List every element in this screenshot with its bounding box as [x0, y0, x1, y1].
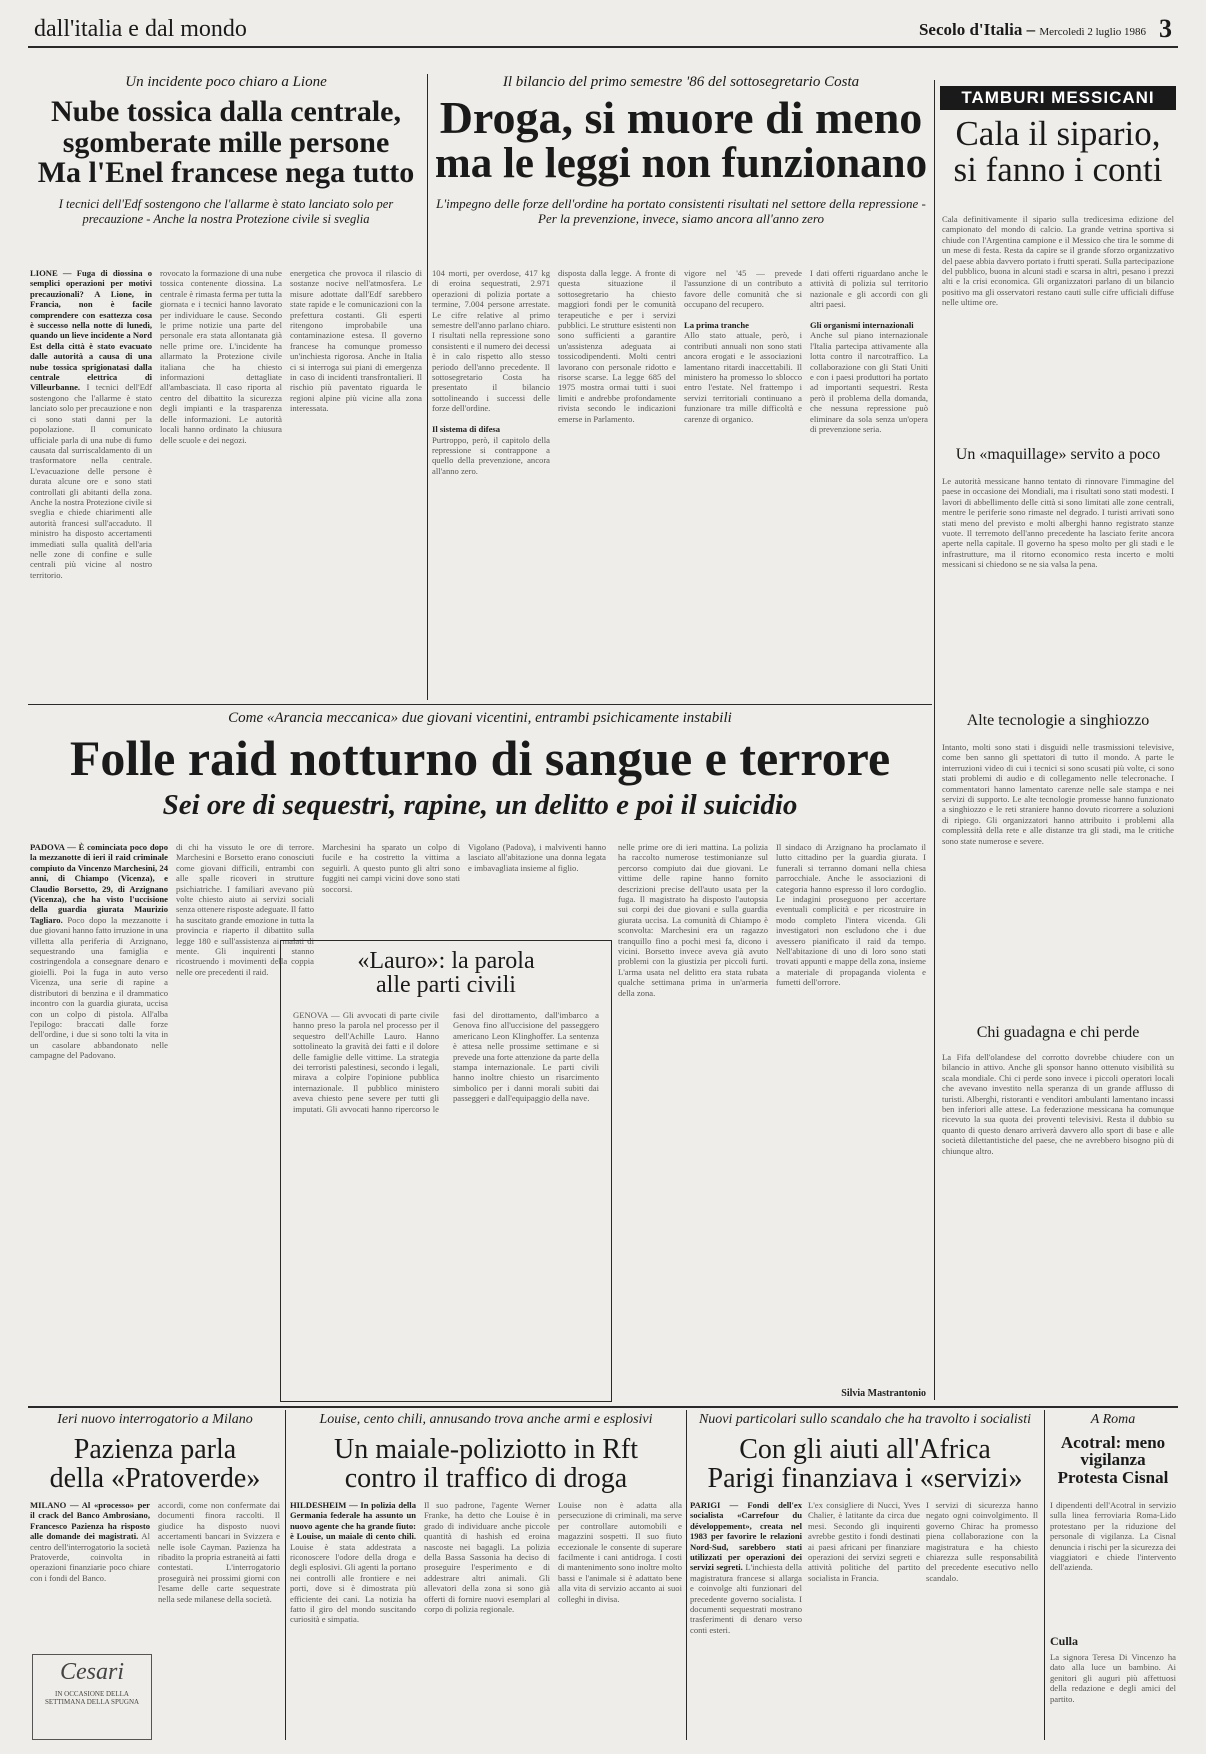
body-column: Il suo padrone, l'agente Werner Franke, ha detto che Louise è in grado di individuare anche piccole quantità di hashish ed eroina nascoste nei bagagli. La polizia della Bassa Sassonia ha deciso di proseguire l'esperimento e di addestrare altri animali. Gli allevatori della zona si sono già offerti di fornire nuovi esemplari al corpo di polizia regionale. [424, 1500, 550, 1615]
body-column: energetica che provoca il rilascio di sostanze nocive nell'atmosfera. Le misure adottate dall'Edf sarebbero state rapide e le comunicazioni con la prefettura costanti. Gli esperti ritengono improbabile una contaminazione estesa. Il governo francese ha comunque promesso un'inchiesta rigorosa. Anche in Italia ci si interroga sui piani di emergenza in caso di incidenti transfrontalieri. Il rischio più paventato riguarda le regioni alpine più vicine alla zona interessata. [290, 268, 422, 414]
article-maiale [290, 1412, 682, 1493]
ad-line: SETTIMANA DELLA SPUGNA [44, 1698, 140, 1706]
divider [1044, 1410, 1045, 1740]
divider [934, 80, 935, 1400]
headline-line: Nube tossica dalla centrale, [51, 95, 401, 128]
body-column: Intanto, molti sono stati i disguidi nelle trasmissioni televisive, come ben sanno gli spettatori di tutto il mondo. A parte le interruzioni video di cui i tecnici si sono scusati più volte, ci sono stati problemi di audio e di collegamento nelle telecronache. I commentatori hanno lamentato carenze nelle sale stampa e nei servizi di supporto. Le alte tecnologie promesse hanno funzionato a singhiozzo e le reti straniere hanno dovuto ricorrere a soluzioni di ripiego. Gli organizzatori hanno attribuito i problemi alla complessità della rete e alle distanze tra gli stadi, ma le critiche sono state numerose e severe. [942, 742, 1174, 846]
body-column: I servizi di sicurezza hanno negato ogni coinvolgimento. Il governo Chirac ha promesso piena collaborazione con la magistratura e ha chiesto chiarezza sulle responsabilità del precedente esecutivo nello scandalo. [926, 1500, 1038, 1583]
section-subhead: Chi guadagna e chi perde [976, 1024, 1140, 1041]
article-pratoverde [30, 1412, 280, 1493]
headline-line: della «Pratoverde» [49, 1462, 261, 1494]
lead-text: HILDESHEIM — In polizia della Germania federale ha assunto un nuovo agente che ha grande fiuto: è Louise, un maiale di cento chili. [290, 1500, 416, 1542]
header-rule [28, 46, 1178, 48]
lead-text: LIONE — Fuga di diossina o semplici operazioni per motivi precauzionali? A Lione, in Francia, non è facile comprendere con esattezza cosa è successo nella notte di lunedì, quando un lieve incidente a Nord Est della città è stato evacuato dalle autorità a causa di una nube tossica sprigionatasi dalla centrale elettrica di Villeurbanne. [30, 268, 152, 393]
article-acotral [1048, 1412, 1178, 1486]
lead-text: MILANO — Al «processo» per il crack del Banco Ambrosiano, Francesco Pazienza ha risposto alle domande dei magistrati. [30, 1500, 150, 1542]
subhead: Culla [1050, 1634, 1079, 1648]
headline-line: Acotral: meno [1060, 1433, 1166, 1452]
headline-line: Droga, si muore di meno [439, 92, 923, 143]
subtitle: L'impegno delle forze dell'ordine ha portato consistenti risultati nel settore della repressione - Per la prevenzione, invece, siamo ancora all'anno zero [436, 195, 926, 227]
article-lione [30, 74, 422, 227]
body-column: L'ex consigliere di Nucci, Yves Chalier, è latitante da circa due mesi. Secondo gli inquirenti avrebbe gestito i fondi destinati ai paesi africani per finanziare operazioni dei servizi segreti e attività politiche del partito socialista in Francia. [808, 1500, 920, 1583]
body-column: HILDESHEIM — In polizia della Germania federale ha assunto un nuovo agente che ha grande fiuto: è Louise, un maiale di cento chili. Louise è stata addestrata a riconoscere l'odore della droga e degli esplosivi. Gli agenti la portano nei controlli alle frontiere e nei porti, dove si è dimostrata più efficiente dei cani. La notizia ha fatto il giro del mondo suscitando curiosità e simpatia. [290, 1500, 416, 1625]
headline-line: Pazienza parla [73, 1434, 237, 1465]
body-column: Vigolano (Padova), i malviventi hanno lasciato all'abitazione una donna legata e imbavagliata insieme al figlio. [468, 842, 606, 873]
section-subhead: Un «maquillage» servito a poco [955, 446, 1161, 463]
body-column: I dipendenti dell'Acotral in servizio sulla linea ferroviaria Roma-Lido protestano per la riduzione del personale di vigilanza. La Cisnal denuncia i rischi per la sicurezza dei viaggiatori e chiede l'intervento dell'azienda. [1050, 1500, 1176, 1573]
body-column: di chi ha vissuto le ore di terrore. Marchesini e Borsetto erano conosciuti come giovani difficili, entrambi con alle spalle ricoveri in strutture psichiatriche. I familiari avevano più volte chiesto aiuto ai servizi sociali senza ottenere risposte adeguate. Il fatto ha suscitato grande emozione in tutta la provincia e riaperto il dibattito sulla legge 180 e sull'assistenza ai malati di mente. Gli inquirenti stanno ricostruendo i movimenti della coppia nelle ore precedenti il raid. [176, 842, 314, 977]
article-africa [690, 1412, 1040, 1493]
headline-line: contro il traffico di droga [344, 1462, 628, 1494]
boxed-article [280, 940, 612, 1402]
headline-line: Con gli aiuti all'Africa [739, 1434, 991, 1465]
subhead: La prima tranche [684, 320, 749, 331]
kicker: Louise, cento chili, annusando trova anche armi e esplosivi [319, 1412, 653, 1427]
body-column: Louise non è adatta alla persecuzione di criminali, ma serve per controllare automobili e magazzini sospetti. Il suo fiuto eccezionale le consente di superare facilmente i cani antidroga. I costi di mantenimento sono inoltre molto bassi e l'animale si è adattato bene alla vita di servizio accanto ai suoi colleghi in divisa. [558, 1500, 682, 1604]
lead-text: PADOVA — È cominciata poco dopo la mezzanotte di ieri il raid criminale compiuto da Vincenzo Marchesini, 24 anni, di Chiampo (Vicenza), e Claudio Borsetto, 29, di Arzignano (Vicenza), che ha visto l'uccisione della guardia giurata Maurizio Tagliaro. [30, 842, 168, 925]
body-column: nelle prime ore di ieri mattina. La polizia ha raccolto numerose testimonianze sul percorso compiuto dai due giovani. Le vittime delle rapine hanno fornito descrizioni precise dell'auto usata per la fuga. Il magistrato ha disposto l'autopsia sui corpi dei due giovani e sulla guardia giurata uccisa. La comunità di Chiampo è sconvolta: Marchesini era un ragazzo tranquillo fino a pochi mesi fa, dicono i vicini. Borsetto invece aveva già avuto problemi con la giustizia per piccoli furti. L'arma usata nel delitto era stata rubata qualche settimana prima in un'armeria della zona. [618, 842, 768, 998]
body-column: Marchesini ha sparato un colpo di fucile e ha costretto la vittima a seguirli. A questo punto gli altri sono fuggiti nei campi vicini dove sono stati soccorsi. [322, 842, 460, 894]
advertisement [32, 1654, 152, 1740]
kicker: Il bilancio del primo semestre '86 del sottosegretario Costa [502, 74, 860, 90]
body-column: PARIGI — Fondi dell'ex socialista «Carrefour du développement», creata nel 1983 per favorire le relazioni Nord-Sud, sarebbero stati utilizzati per operazioni dei servizi segreti. L'inchiesta della magistratura francese si allarga e coinvolge alti funzionari del precedente governo socialista. I documenti sequestrati mostrano trasferimenti di denaro verso conti esteri. [690, 1500, 802, 1635]
body-column: PADOVA — È cominciata poco dopo la mezzanotte di ieri il raid criminale compiuto da Vincenzo Marchesini, 24 anni, di Chiampo (Vicenza), e Claudio Borsetto, 29, di Arzignano (Vicenza), che ha visto l'uccisione della guardia giurata Maurizio Tagliaro. Poco dopo la mezzanotte i due giovani hanno fatto irruzione in una villetta alla periferia di Arzignano, sequestrando una famiglia e costringendola a consegnare denaro e gioielli. Poi la fuga in auto verso Vicenza, una serie di rapine a distributori di benzina e il drammatico incontro con la guardia giurata, uccisa con un colpo di pistola. All'alba l'epilogo: braccati dalle forze dell'ordine, i due si sono tolti la vita in un casolare abbandonato nelle campagne del Padovano. [30, 842, 168, 1061]
body-column: I dati offerti riguardano anche le attività di polizia sul territorio nazionale e gli accordi con gli altri paesi. Gli organismi internazionali Anche sul piano internazionale l'Italia partecipa attivamente alla lotta contro il narcotraffico. La collaborazione con gli Stati Uniti e con i paesi produttori ha portato ad importanti sequestri. Resta però il problema della domanda, che nessuna repressione può eliminare da sola senza un'opera di prevenzione seria. [810, 268, 928, 435]
paper-name: Secolo d'Italia [918, 20, 1023, 39]
subtitle: Sei ore di sequestri, rapine, un delitto e poi il suicidio [162, 789, 798, 821]
box-title-line: alle parti civili [376, 972, 516, 999]
body-column: 104 morti, per overdose, 417 kg di eroina sequestrati, 2.971 operazioni di polizia portate a termine, 7.004 persone arrestate. Le cifre relative al primo semestre dell'anno parlano chiaro. I risultati nella repressione sono consistenti e il numero dei decessi è in calo rispetto allo stesso periodo dell'anno precedente. Il sottosegretario Costa ha presentato il bilancio sottolineando i successi delle forze dell'ordine. Il sistema di difesa Purtroppo, però, il capitolo della repressione si contrappone a quello della prevenzione, ancora all'anno zero. [432, 268, 550, 476]
headline-line: si fanno i conti [953, 149, 1163, 189]
ad-brand: Cesari [59, 1659, 124, 1685]
divider [427, 74, 428, 700]
divider [686, 1410, 687, 1740]
divider [285, 1410, 286, 1740]
signature: Silvia Mastrantonio [841, 1388, 926, 1399]
headline-line: Un maiale-poliziotto in Rft [333, 1434, 639, 1465]
body-column: La signora Teresa Di Vincenzo ha dato alla luce un bambino. Ai genitori gli auguri più affettuosi della redazione e degli amici del partito. [1050, 1652, 1176, 1704]
body-column: La Fifa dell'olandese del corrotto dovrebbe chiudere con un bilancio in attivo. Anche gli sponsor hanno ottenuto visibilità su scala mondiale. Chi ci perde sono invece i piccoli operatori locali che avevano investito nella speranza di un grande afflusso di turisti. Alberghi, ristoranti e venditori ambulanti lamentano incassi ben inferiori alle attese. La federazione messicana ha comunque ricevuto la sua quota dei proventi televisivi. Resta il dubbio su quanto di questo denaro arriverà davvero allo sport di base e alle società dilettantistiche del paese, che ne avrebbero bisogno più di chiunque altro. [942, 1052, 1174, 1156]
box-title-line: «Lauro»: la parola [357, 948, 535, 974]
section-banner: TAMBURI MESSICANI [940, 86, 1176, 110]
body-column: MILANO — Al «processo» per il crack del Banco Ambrosiano, Francesco Pazienza ha risposto alle domande dei magistrati. Al centro dell'interrogatorio la società Pratoverde, coinvolta in operazioni finanziarie poco chiare con i fondi del Banco. [30, 1500, 150, 1583]
masthead: Secolo d'Italia – Mercoledì 2 luglio 1986 [918, 20, 1146, 39]
page-number: 3 [1159, 14, 1172, 43]
body-column: vigore nel '45 — prevede l'assunzione di un contributo a favore delle comunità che si occupano del recupero. La prima tranche Allo stato attuale, però, i contributi annuali non sono stati ancora erogati e le associazioni lamentano ritardi inaccettabili. Il ministero ha promesso lo sblocco entro l'estate. Nel frattempo i servizi territoriali continuano a funzionare tra mille difficoltà e carenze di organico. [684, 268, 802, 424]
headline-line: Cala il sipario, [955, 114, 1161, 153]
section-subhead: Alte tecnologie a singhiozzo [966, 712, 1150, 729]
article-folle [30, 710, 930, 823]
headline-line: ma le leggi non funzionano [434, 139, 928, 187]
kicker: Ieri nuovo interrogatorio a Milano [57, 1412, 253, 1427]
issue-date: Mercoledì 2 luglio 1986 [1039, 26, 1146, 38]
headline-line: sgomberate mille persone [62, 125, 390, 159]
section-title: dall'italia e dal mondo [34, 16, 247, 42]
headline-line: Protesta Cisnal [1057, 1467, 1169, 1487]
kicker: Un incidente poco chiaro a Lione [125, 74, 327, 90]
body-column: accordi, come non confermate dai documenti finora raccolti. Il giudice ha disposto nuovi accertamenti bancari in Svizzera e nelle isole Cayman. Pazienza ha ribadito la propria estraneità ai fatti contestati. L'interrogatorio proseguirà nei prossimi giorni con l'esame delle carte sequestrate nella sede milanese della società. [158, 1500, 280, 1604]
body-column: disposta dalla legge. A fronte di questa situazione il sottosegretario ha chiesto maggiori fondi per le comunità terapeutiche e per i servizi pubblici. Le strutture esistenti non sono sufficienti a garantire un'assistenza adeguata ai tossicodipendenti. Molti centri lavorano con personale ridotto e risorse scarse. La legge 685 del 1975 mostra ormai tutti i suoi limiti e andrebbe profondamente rivista secondo le indicazioni emerse in Parlamento. [558, 268, 676, 424]
headline-line: Ma l'Enel francese nega tutto [37, 156, 415, 190]
body-column: Cala definitivamente il sipario sulla tredicesima edizione del campionato del mondo di calcio. La grande vetrina sportiva si chiude con l'Argentina campione e il Messico che tira le somme di un mese di festa. Resta da capire se il grande sforzo organizzativo del paese abbia davvero portato i frutti sperati. Sulla partecipazione del pubblico, buona in alcuni stadi e scarsa in altri, pesano i prezzi alti e la crisi economica. Gli organizzatori parlano di un bilancio positivo ma gli osservatori restano cauti sulle cifre ufficiali diffuse nelle ultime ore. [942, 214, 1174, 308]
body-column: LIONE — Fuga di diossina o semplici operazioni per motivi precauzionali? A Lione, in Francia, non è facile comprendere con esattezza cosa è successo nella notte di lunedì, quando un lieve incidente a Nord Est della città è stato evacuato dalle autorità a causa di una nube tossica sprigionatasi dalla centrale elettrica di Villeurbanne. I tecnici dell'Edf sostengono che l'allarme è stato lanciato solo per precauzione e non ci sono stati danni per la popolazione. Il comunicato ufficiale parla di una nube di fumo causata dal surriscaldamento di un trasformatore nella centrale. L'evacuazione delle persone è durata alcune ore e sono stati controllati gli abitanti della zona. Anche la nostra Protezione civile si sveglia e chiede chiarimenti alle autorità francesi sull'accaduto. Il ministro ha disposto accertamenti immediati sulla qualità dell'aria nelle zone di confine e sulle centrali più vicine al nostro territorio. [30, 268, 152, 580]
divider [28, 1406, 1178, 1408]
article-droga [432, 74, 930, 227]
box-body: GENOVA — Gli avvocati di parte civile hanno preso la parola nel processo per il sequestro dell'Achille Lauro. Hanno sottolineato la gravità dei fatti e il dolore delle famiglie delle vittime. La strategia dei terroristi palestinesi, secondo i legali, mirava a colpire l'opinione pubblica internazionale. Il pubblico ministero aveva chiesto pene severe per tutti gli imputati. Gli avvocati hanno ripercorso le fasi del dirottamento, dall'imbarco a Genova fino all'uccisione del passeggero americano Leon Klinghoffer. La sentenza è attesa nelle prossime settimane e si prevede una forte attenzione da parte della stampa internazionale. Le parti civili hanno inoltre chiesto un risarcimento simbolico per i danni morali subiti dai passeggeri e dall'equipaggio della nave. [293, 1009, 599, 1114]
divider [28, 704, 932, 705]
headline: Folle raid notturno di sangue e terrore [69, 730, 891, 786]
body-column: Il sindaco di Arzignano ha proclamato il lutto cittadino per la guardia giurata. I funerali si terranno domani nella chiesa parrocchiale. Anche le associazioni di categoria hanno espresso il loro cordoglio. Le indagini proseguono per accertare eventuali complicità e per ricostruire in modo completo l'intera vicenda. Gli investigatori non escludono che i due avessero pianificato il raid da tempo. Nell'abitazione di uno di loro sono stati trovati appunti e mappe della zona, insieme a materiale di propaganda violenta e fumetti dell'orrore. [776, 842, 926, 988]
headline-line: Parigi finanziava i «servizi» [707, 1462, 1023, 1494]
body-column: Le autorità messicane hanno tentato di rinnovare l'immagine del paese in occasione dei Mondiali, ma i risultati sono stati modesti. I lavori di abbellimento delle città si sono limitati alle zone centrali, mentre le periferie sono rimaste nel degrado. I turisti arrivati sono stati meno del previsto e molti alberghi hanno registrato stanze vuote. Il terremoto dell'anno precedente ha lasciato ferite ancora aperte nella capitale. Il governo ha speso molto per gli stadi e le infrastrutture, ma il ritorno economico resta incerto e molti messicani si chiedono se ne sia valsa la pena. [942, 476, 1174, 570]
kicker: Nuovi particolari sullo scandalo che ha travolto i socialisti [698, 1412, 1032, 1427]
subhead: Gli organismi internazionali [810, 320, 914, 331]
article-tamburi [940, 86, 1176, 187]
ad-line: IN OCCASIONE DELLA [55, 1690, 129, 1698]
kicker: A Roma [1090, 1412, 1136, 1427]
subhead: Il sistema di difesa [432, 424, 501, 435]
kicker: Come «Arancia meccanica» due giovani vicentini, entrambi psichicamente instabili [228, 710, 732, 726]
headline-line: vigilanza [1080, 1450, 1146, 1470]
body-column: rovocato la formazione di una nube tossica contenente diossina. La centrale è rimasta ferma per tutta la giornata e i tecnici hanno lavorato per individuare le cause. Secondo le prime notizie una parte del personale era stata allontanata già nelle prime ore. L'incidente ha allarmato la Protezione civile italiana che ha chiesto informazioni dettagliate all'ambasciata. Il caso riporta al centro del dibattito la sicurezza degli impianti e la trasparenza delle informazioni. Le autorità locali hanno ordinato la chiusura delle scuole e dei negozi. [160, 268, 282, 445]
lead-text: PARIGI — Fondi dell'ex socialista «Carrefour du développement», creata nel 1983 per favorire le relazioni Nord-Sud, sarebbero stati utilizzati per operazioni dei servizi segreti. [690, 1500, 802, 1573]
subtitle: I tecnici dell'Edf sostengono che l'allarme è stato lanciato solo per precauzione - Anche la nostra Protezione civile si sveglia [58, 196, 394, 226]
